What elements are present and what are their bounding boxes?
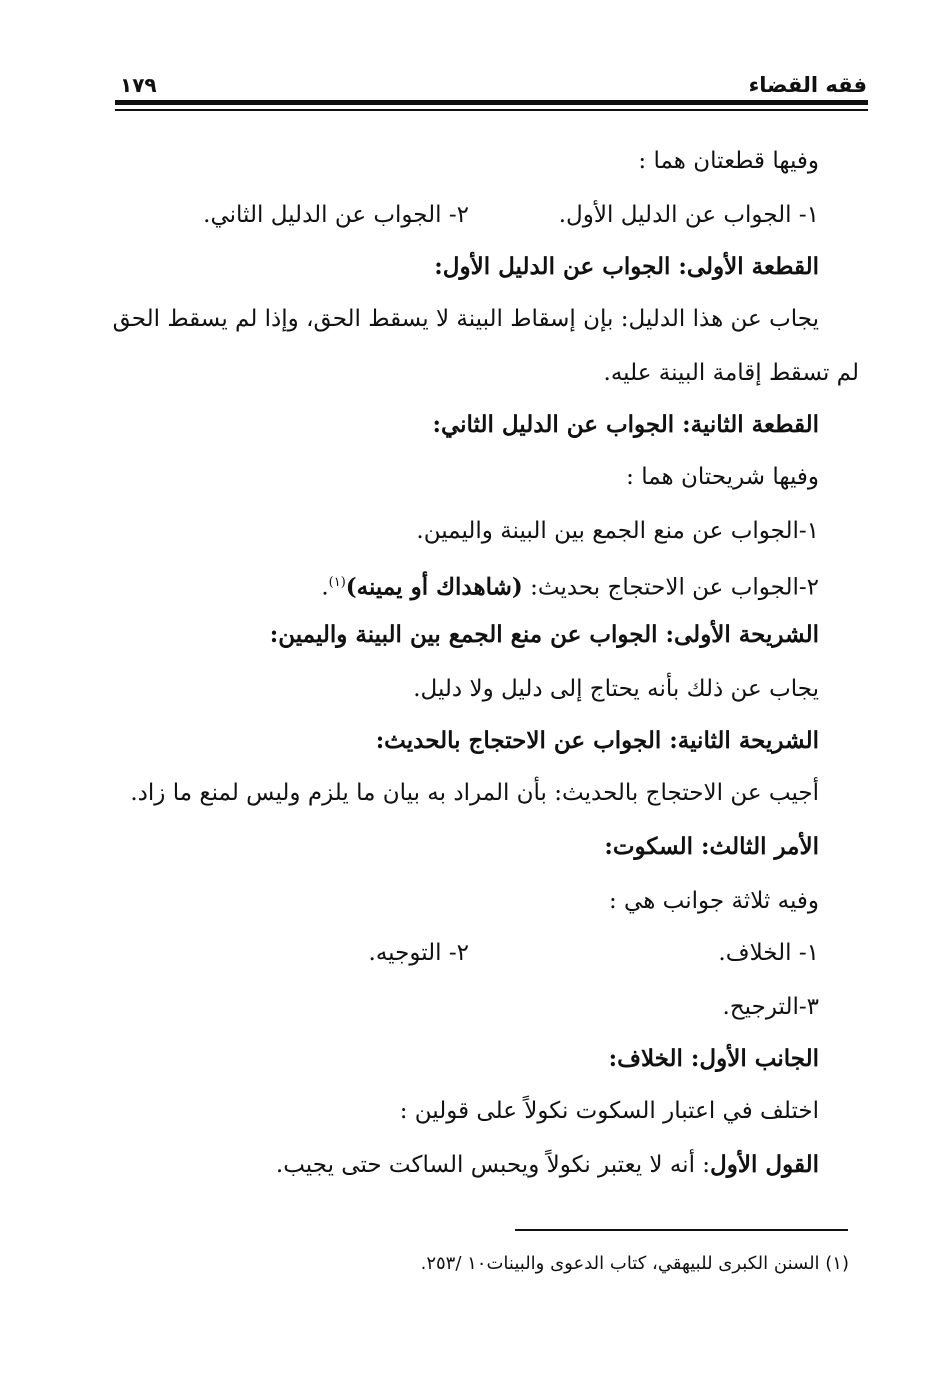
opinion-label: القول الأول bbox=[710, 1151, 819, 1178]
list-item-1: ١- الجواب عن الدليل الأول. bbox=[558, 202, 819, 228]
list-item-2 bbox=[321, 566, 819, 605]
section-heading: القطعة الثانية: الجواب عن الدليل الثاني: bbox=[432, 411, 819, 438]
intro-line: وفيها قطعتان هما : bbox=[638, 148, 819, 174]
page-number: ١٧٩ bbox=[120, 73, 157, 97]
paragraph-line: يجاب عن ذلك بأنه يحتاج إلى دليل ولا دليل. bbox=[413, 676, 819, 702]
header-rule-thin bbox=[115, 109, 868, 111]
intro-line: وفيه ثلاثة جوانب هي : bbox=[609, 888, 819, 914]
opinion-text: : أنه لا يعتبر نكولاً ويحبس الساكت حتى يجيب. bbox=[275, 1152, 711, 1178]
list-item-2: ٢- الجواب عن الدليل الثاني. bbox=[203, 202, 469, 228]
paragraph-line: أجيب عن الاحتجاج بالحديث: بأن المراد به بيان ما يلزم وليس لمنع ما زاد. bbox=[130, 780, 819, 806]
list-item-1: ١- الخلاف. bbox=[718, 940, 819, 966]
footnote-separator bbox=[515, 1229, 848, 1231]
section-heading: الشريحة الثانية: الجواب عن الاحتجاج بالحديث: bbox=[375, 727, 819, 754]
paragraph-line: اختلف في اعتبار السكوت نكولاً على قولين : bbox=[399, 1098, 819, 1124]
list-item-2: ٢- التوجيه. bbox=[368, 940, 469, 966]
list-item-1: ١-الجواب عن منع الجمع بين البينة واليمين. bbox=[416, 518, 819, 544]
paragraph-line bbox=[276, 1148, 819, 1182]
list-item-3: ٣-الترجيح. bbox=[722, 994, 819, 1020]
footnote: (١) السنن الكبرى للبيهقي، كتاب الدعوى والبينات١٠ /٢٥٣. bbox=[420, 1253, 849, 1274]
paragraph-line: يجاب عن هذا الدليل: بإن إسقاط البينة لا يسقط الحق، وإذا لم يسقط الحق bbox=[112, 306, 819, 332]
period: . bbox=[321, 574, 329, 601]
paragraph-line: لم تسقط إقامة البينة عليه. bbox=[603, 360, 859, 386]
intro-line: وفيها شريحتان هما : bbox=[626, 464, 819, 490]
list-item-text: ٢-الجواب عن الاحتجاج بحديث: bbox=[522, 574, 819, 601]
section-heading: الشريحة الأولى: الجواب عن منع الجمع بين البينة واليمين: bbox=[269, 621, 819, 648]
header-rule-thick bbox=[115, 100, 868, 105]
section-heading: الجانب الأول: الخلاف: bbox=[608, 1045, 819, 1072]
section-heading: الأمر الثالث: السكوت: bbox=[604, 833, 819, 860]
section-heading: القطعة الأولى: الجواب عن الدليل الأول: bbox=[434, 253, 819, 280]
running-header-title: فقه القضاء bbox=[748, 73, 867, 97]
footnote-marker[interactable]: (١) bbox=[328, 575, 346, 590]
hadith-quote: (شاهداك أو يمينه) bbox=[345, 573, 523, 601]
